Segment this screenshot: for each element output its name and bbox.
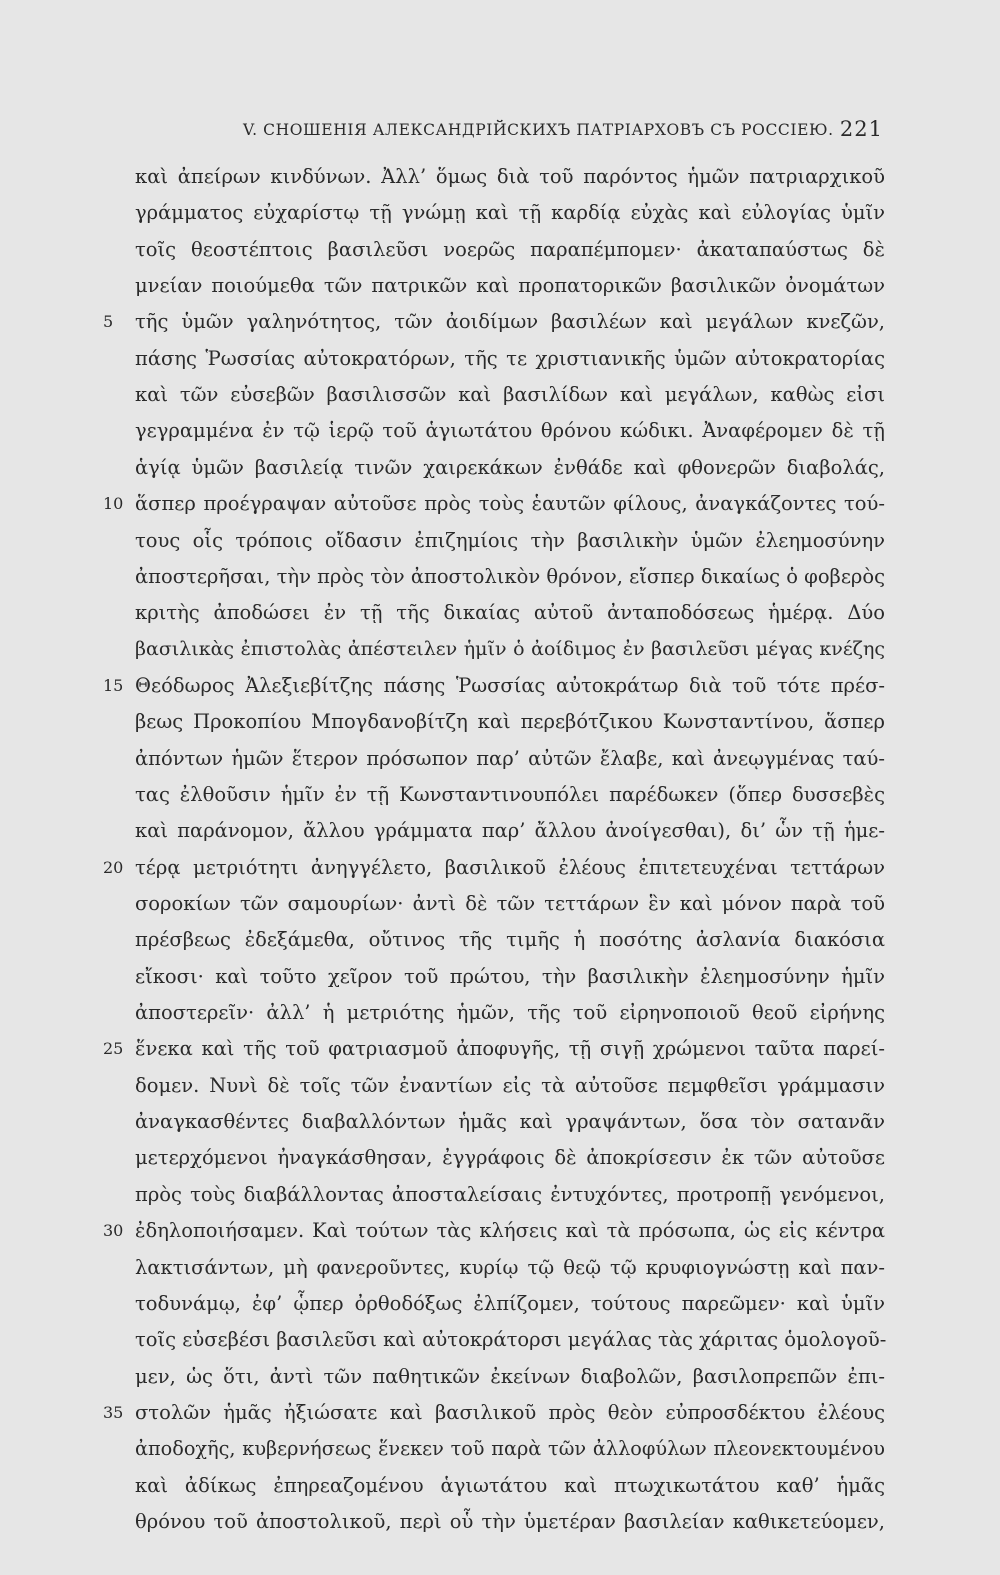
- text-line: γεγραμμένα ἐν τῷ ἱερῷ τοῦ ἁγιωτάτου θρόνου κώδικι. Ἀναφέρομεν δὲ τῇ: [135, 419, 885, 443]
- text-line: τους οἷς τρόποις οἴδασιν ἐπιζημίοις τὴν βασιλικὴν ὑμῶν ἐλεημοσύνην: [135, 528, 885, 552]
- text-line: γράμματος εὐχαρίστῳ τῇ γνώμῃ καὶ τῇ καρδίᾳ εὐχὰς καὶ εὐλογίας ὑμῖν: [135, 201, 885, 225]
- text-line: πρὸς τοὺς διαβάλλοντας ἀποσταλείσαις ἐντυχόντες, προτροπῇ γενόμενοι,: [135, 1182, 885, 1206]
- header-title: V. СНОШЕНІЯ АЛЕКСАНДРІЙСКИХЪ ПАТРІАРХОВЪ СЪ РОССІЕЮ.: [243, 121, 834, 139]
- text-line: τῆς ὑμῶν γαληνότητος, τῶν ἀοιδίμων βασιλέων καὶ μεγάλων κνεζῶν,: [135, 310, 885, 334]
- text-line: δομεν. Νυνὶ δὲ τοῖς τῶν ἐναντίων εἰς τὰ αὐτοῦσε πεμφθεῖσι γράμμασιν: [135, 1073, 885, 1097]
- text-line: ἐδηλοποιήσαμεν. Καὶ τούτων τὰς κλήσεις καὶ τὰ πρόσωπα, ὡς εἰς κέντρα: [135, 1219, 885, 1243]
- line-number: 20: [103, 857, 124, 877]
- text-line: καὶ τῶν εὐσεβῶν βασιλισσῶν καὶ βασιλίδων καὶ μεγάλων, καθὼς εἰσι: [135, 383, 885, 407]
- line-number: 30: [103, 1221, 124, 1241]
- text-line: καὶ ἀπείρων κινδύνων. Ἀλλ’ ὅμως διὰ τοῦ παρόντος ἡμῶν πατριαρχικοῦ: [135, 165, 885, 188]
- text-line: μεν, ὡς ὅτι, ἀντὶ τῶν παθητικῶν ἐκείνων διαβολῶν, βασιλοπρεπῶν ἐπι-: [135, 1364, 885, 1388]
- line-number: 15: [103, 675, 124, 695]
- text-line: τοῖς εὐσεβέσι βασιλεῦσι καὶ αὐτοκράτορσι μεγάλας τὰς χάριτας ὁμολογοῦ-: [135, 1328, 887, 1352]
- line-number: 25: [103, 1039, 124, 1059]
- text-line: ἀποδοχῆς, κυβερνήσεως ἕνεκεν τοῦ παρὰ τῶν ἀλλοφύλων πλεονεκτουμένου: [135, 1437, 885, 1461]
- text-line: τας ἐλθοῦσιν ἡμῖν ἐν τῇ Κωνσταντινουπόλει παρέδωκεν (ὅπερ δυσσεβὲς: [135, 782, 885, 806]
- text-line: στολῶν ἡμᾶς ἠξιώσατε καὶ βασιλικοῦ πρὸς θεὸν εὐπροσδέκτου ἐλέους: [135, 1400, 885, 1424]
- text-line: καὶ ἀδίκως ἐπηρεαζομένου ἁγιωτάτου καὶ πτωχικωτάτου καθ’ ἡμᾶς: [135, 1473, 885, 1497]
- text-line: τοδυνάμῳ, ἐφ’ ᾧπερ ὀρθοδόξως ἐλπίζομεν, τούτους παρεῶμεν· καὶ ὑμῖν: [135, 1291, 885, 1315]
- line-number: 10: [103, 494, 124, 514]
- text-line: θρόνου τοῦ ἀποστολικοῦ, περὶ οὗ τὴν ὑμετέραν βασιλείαν καθικετεύομεν,: [135, 1509, 885, 1533]
- text-line: ἅσπερ προέγραψαν αὐτοῦσε πρὸς τοὺς ἑαυτῶν φίλους, ἀναγκάζοντες τού-: [135, 492, 885, 516]
- text-line: Θεόδωρος Ἀλεξιεβίτζης πάσης Ῥωσσίας αὐτοκράτωρ διὰ τοῦ τότε πρέσ-: [135, 673, 885, 697]
- text-line: πάσης Ῥωσσίας αὐτοκρατόρων, τῆς τε χριστιανικῆς ὑμῶν αὐτοκρατορίας: [135, 346, 885, 370]
- text-line: τοῖς θεοστέπτοις βασιλεῦσι νοερῶς παραπέμπομεν· ἀκαταπαύστως δὲ: [135, 237, 885, 261]
- text-line: ἀποστερεῖν· ἀλλ’ ἡ μετριότης ἡμῶν, τῆς τοῦ εἰρηνοποιοῦ θεοῦ εἰρήνης: [135, 1001, 885, 1025]
- text-line: ἀναγκασθέντες διαβαλλόντων ἡμᾶς καὶ γραψάντων, ὅσα τὸν σατανᾶν: [135, 1110, 885, 1134]
- text-line: σοροκίων τῶν σαμουρίων· ἀντὶ δὲ τῶν τεττάρων ἓν καὶ μόνον παρὰ τοῦ: [135, 892, 885, 915]
- text-line: εἴκοσι· καὶ τοῦτο χεῖρον τοῦ πρώτου, τὴν βασιλικὴν ἐλεημοσύνην ἡμῖν: [135, 964, 885, 988]
- text-line: ἀποστερῆσαι, τὴν πρὸς τὸν ἀποστολικὸν θρόνον, εἴσπερ δικαίως ὁ φοβερὸς: [135, 564, 886, 588]
- text-line: ἀπόντων ἡμῶν ἕτερον πρόσωπον παρ’ αὐτῶν ἔλαβε, καὶ ἀνεῳγμένας ταύ-: [135, 746, 885, 770]
- line-number: 35: [103, 1402, 124, 1422]
- text-line: βεως Προκοπίου Μπογδανοβίτζη καὶ περεβότζικου Κωνσταντίνου, ἅσπερ: [135, 710, 885, 734]
- text-line: ἁγίᾳ ὑμῶν βασιλείᾳ τινῶν χαιρεκάκων ἐνθάδε καὶ φθονερῶν διαβολάς,: [135, 455, 885, 479]
- text-line: τέρᾳ μετριότητι ἀνηγγέλετο, βασιλικοῦ ἐλέους ἐπιτετευχέναι τεττάρων: [135, 855, 885, 879]
- text-line: μετερχόμενοι ἠναγκάσθησαν, ἐγγράφοις δὲ ἀποκρίσεσιν ἐκ τῶν αὐτοῦσε: [135, 1146, 885, 1170]
- text-line: ἕνεκα καὶ τῆς τοῦ φατριασμοῦ ἀποφυγῆς, τῇ σιγῇ χρώμενοι ταῦτα παρεί-: [135, 1037, 885, 1061]
- text-line: βασιλικὰς ἐπιστολὰς ἀπέστειλεν ἡμῖν ὁ ἀοίδιμος ἐν βασιλεῦσι μέγας κνέζης: [135, 637, 885, 660]
- text-line: πρέσβεως ἐδεξάμεθα, οὔτινος τῆς τιμῆς ἡ ποσότης ἀσλανία διακόσια: [135, 928, 885, 952]
- page-number: 221: [839, 117, 883, 141]
- text-line: μνείαν ποιούμεθα τῶν πατρικῶν καὶ προπατορικῶν βασιλικῶν ὀνομάτων: [135, 274, 885, 298]
- text-line: καὶ παράνομον, ἄλλου γράμματα παρ’ ἄλλου ἀνοίγεσθαι), δι’ ὧν τῇ ἡμε-: [135, 819, 885, 843]
- line-number: 5: [103, 312, 114, 332]
- text-line: κριτὴς ἀποδώσει ἐν τῇ τῆς δικαίας αὐτοῦ ἀνταποδόσεως ἡμέρᾳ. Δύο: [135, 601, 885, 625]
- text-line: λακτισάντων, μὴ φανεροῦντες, κυρίῳ τῷ θεῷ τῷ κρυφιογνώστῃ καὶ παν-: [135, 1255, 885, 1279]
